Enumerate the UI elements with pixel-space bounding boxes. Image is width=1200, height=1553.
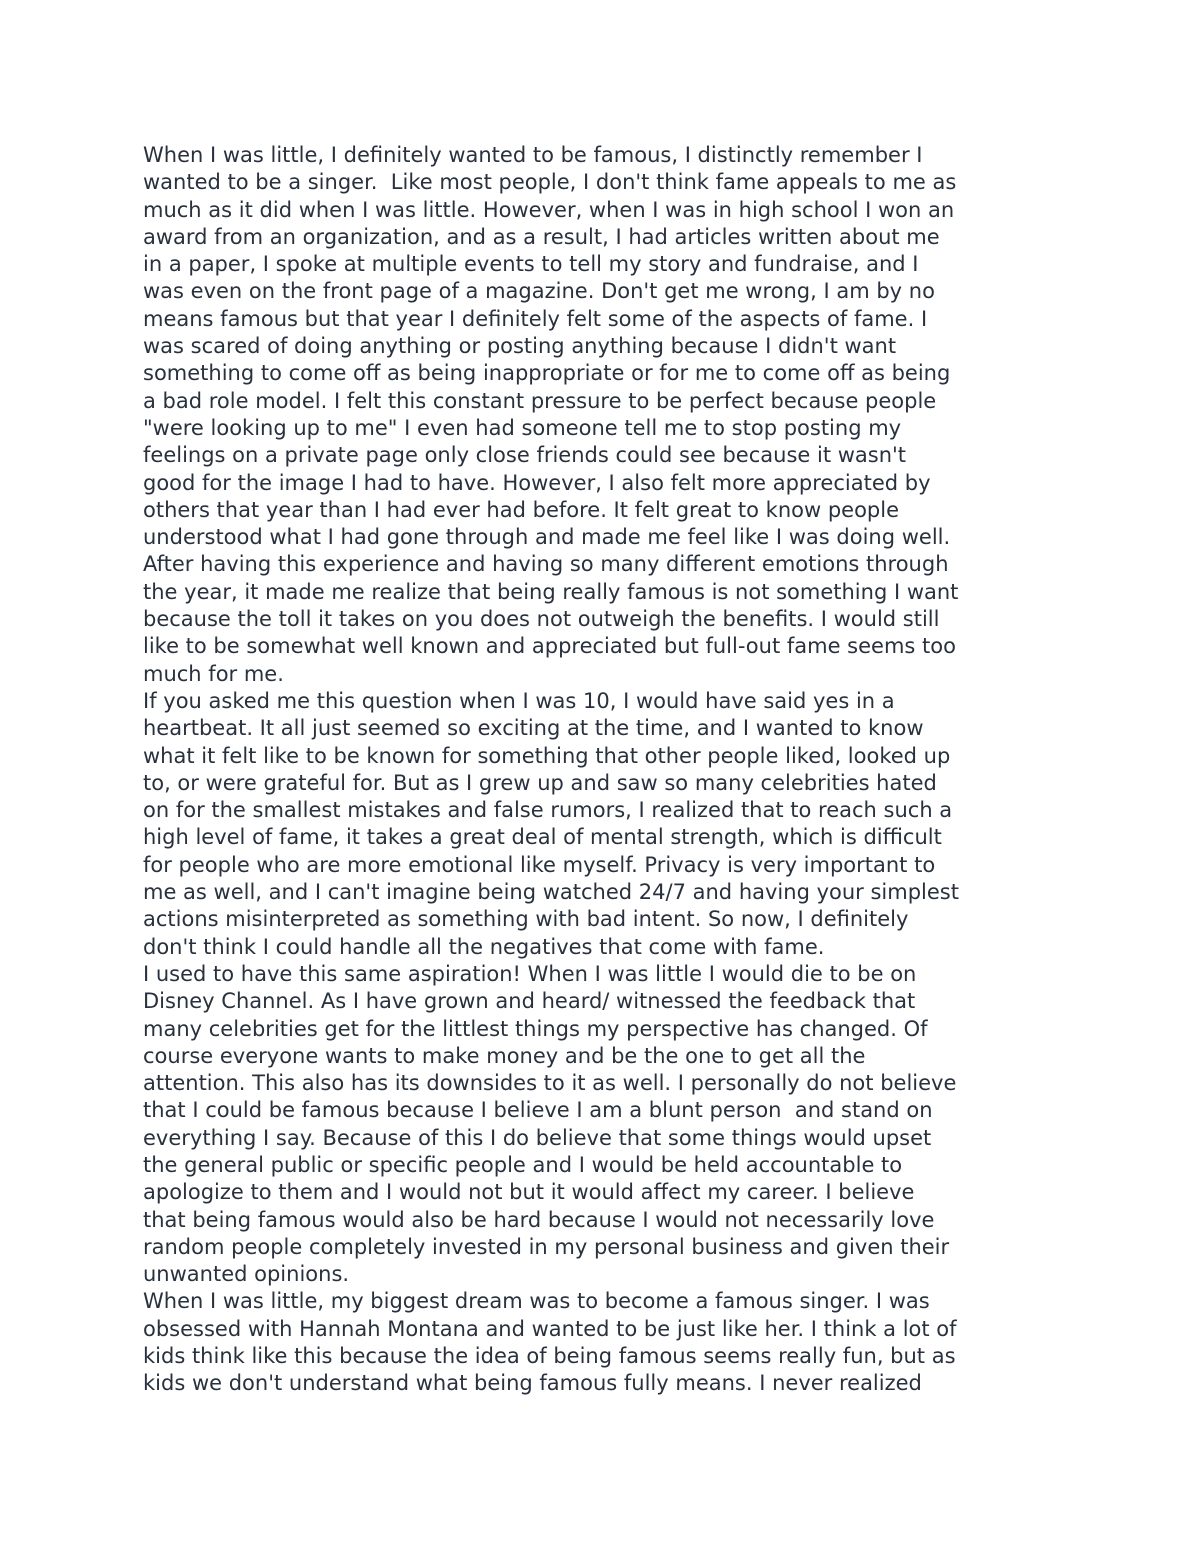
text-line: don't think I could handle all the negatives that come with fame. [143, 934, 825, 959]
text-line: a bad role model. I felt this constant pressure to be perfect because people [143, 388, 937, 413]
text-line: much as it did when I was little. However, when I was in high school I won an [143, 197, 955, 222]
text-line: attention. This also has its downsides to it as well. I personally do not believe [143, 1071, 957, 1096]
text-line: that being famous would also be hard because I would not necessarily love [143, 1207, 935, 1232]
text-line: what it felt like to be known for something that other people liked, looked up [143, 743, 951, 768]
text-line: award from an organization, and as a result, I had articles written about me [143, 224, 940, 249]
text-line: "were looking up to me" I even had someone tell me to stop posting my [143, 415, 902, 440]
text-line: understood what I had gone through and made me feel like I was doing well. [143, 525, 951, 550]
text-line: for people who are more emotional like myself. Privacy is very important to [143, 852, 936, 877]
text-line: like to be somewhat well known and appreciated but full-out fame seems too [143, 634, 956, 659]
text-line: was scared of doing anything or posting anything because I didn't want [143, 334, 897, 359]
text-line: means famous but that year I definitely felt some of the aspects of fame. I [143, 306, 928, 331]
text-line: kids think like this because the idea of being famous seems really fun, but as [143, 1344, 956, 1369]
text-line: that I could be famous because I believe I am a blunt person and stand on [143, 1098, 933, 1123]
text-line: Disney Channel. As I have grown and heard/ witnessed the feedback that [143, 989, 916, 1014]
text-line: the general public or specific people and I would be held accountable to [143, 1152, 903, 1177]
text-line: everything I say. Because of this I do believe that some things would upset [143, 1125, 932, 1150]
text-line: When I was little, my biggest dream was to become a famous singer. I was [143, 1289, 930, 1314]
text-line: kids we don't understand what being famous fully means. I never realized [143, 1371, 922, 1396]
text-line: in a paper, I spoke at multiple events to tell my story and fundraise, and I [143, 252, 919, 277]
text-line: wanted to be a singer. Like most people, I don't think fame appeals to me as [143, 170, 957, 195]
text-line: feelings on a private page only close friends could see because it wasn't [143, 443, 907, 468]
text-line: the year, it made me realize that being really famous is not something I want [143, 579, 959, 604]
text-line: random people completely invested in my personal business and given their [143, 1234, 950, 1259]
text-line: to, or were grateful for. But as I grew up and saw so many celebrities hated [143, 770, 937, 795]
text-line: much for me. [143, 661, 284, 686]
text-line: After having this experience and having so many different emotions through [143, 552, 949, 577]
text-line: apologize to them and I would not but it would affect my career. I believe [143, 1180, 915, 1205]
text-line: on for the smallest mistakes and false rumors, I realized that to reach such a [143, 798, 953, 823]
text-line: obsessed with Hannah Montana and wanted to be just like her. I think a lot of [143, 1316, 957, 1341]
text-line: When I was little, I definitely wanted to be famous, I distinctly remember I [143, 143, 923, 167]
text-line: I used to have this same aspiration! When I was little I would die to be on [143, 961, 917, 986]
document-body [143, 142, 1143, 1398]
text-line: many celebrities get for the littlest things my perspective has changed. Of [143, 1016, 928, 1041]
text-line: heartbeat. It all just seemed so exciting at the time, and I wanted to know [143, 716, 924, 741]
text-line: course everyone wants to make money and be the one to get all the [143, 1043, 866, 1068]
text-line: unwanted opinions. [143, 1262, 350, 1287]
text-line: good for the image I had to have. However, I also felt more appreciated by [143, 470, 931, 495]
text-line: me as well, and I can't imagine being watched 24/7 and having your simplest [143, 880, 959, 905]
text-line: high level of fame, it takes a great deal of mental strength, which is difficult [143, 825, 942, 850]
text-line: was even on the front page of a magazine. Don't get me wrong, I am by no [143, 279, 935, 304]
text-line: actions misinterpreted as something with bad intent. So now, I definitely [143, 907, 909, 932]
text-line: others that year than I had ever had before. It felt great to know people [143, 497, 900, 522]
text-line: something to come off as being inappropriate or for me to come off as being [143, 361, 951, 386]
text-line: If you asked me this question when I was 10, I would have said yes in a [143, 688, 895, 713]
text-line: because the toll it takes on you does not outweigh the benefits. I would still [143, 607, 940, 632]
